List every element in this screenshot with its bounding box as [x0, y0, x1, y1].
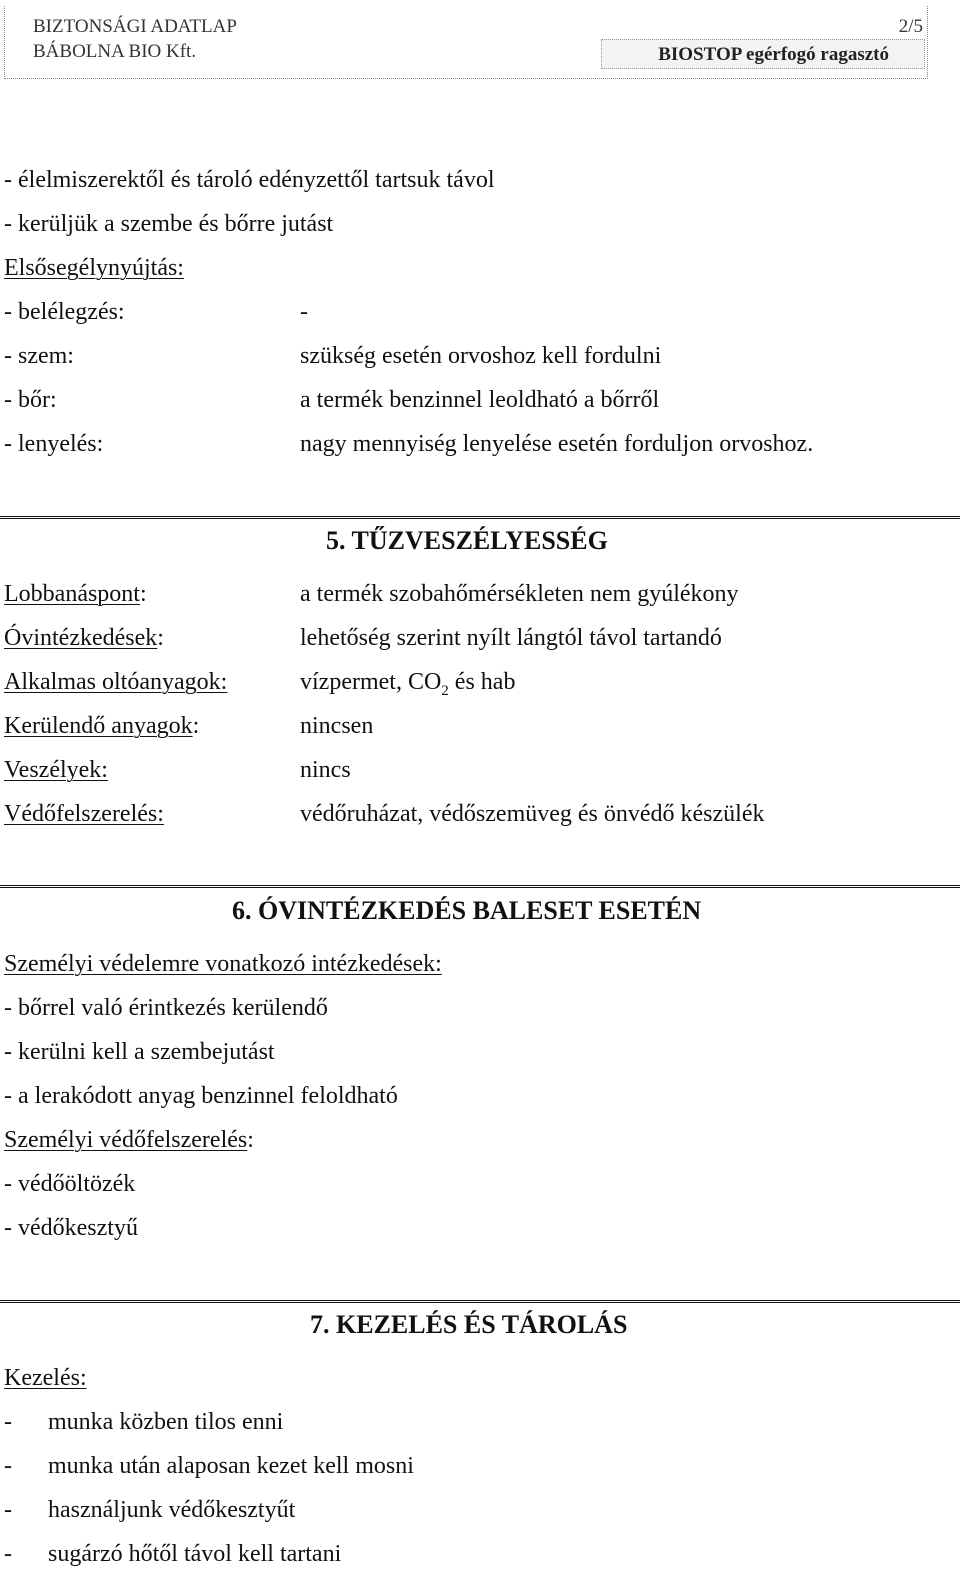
extinguishing-media-value: vízpermet, $CO_2$ és hab — [300, 669, 516, 699]
bullet-avoid-contact: - kerüljük a szembe és bőrre jutást — [4, 211, 334, 237]
extinguishing-media-label: Alkalmas oltóanyagok: — [4, 669, 228, 695]
section5-divider — [0, 516, 960, 519]
protective-equipment-label: Védőfelszerelés: — [4, 801, 164, 827]
section7-divider — [0, 1300, 960, 1303]
document-type: BIZTONSÁGI ADATLAP — [33, 16, 237, 37]
product-name: BIOSTOP egérfogó ragasztó — [658, 44, 889, 65]
handling-item: - munka közben tilos enni — [4, 1409, 284, 1435]
first-aid-label: Elsősegélynyújtás: — [4, 255, 184, 281]
flash-point-label: Lobbanáspont: — [4, 581, 147, 607]
page-number: 2/5 — [898, 16, 923, 37]
section5-title: 5. TŰZVESZÉLYESSÉG — [326, 526, 608, 555]
flash-point-value: a termék szobahőmérsékleten nem gyúlékony — [300, 581, 739, 607]
materials-to-avoid-value: nincsen — [300, 713, 374, 739]
personal-equipment-item: - védőöltözék — [4, 1171, 136, 1197]
first-aid-skin-label: - bőr: — [4, 387, 57, 413]
personal-equipment-label: Személyi védőfelszerelés: — [4, 1127, 254, 1153]
personal-measure-item: - bőrrel való érintkezés kerülendő — [4, 995, 328, 1021]
section6-title: 6. ÓVINTÉZKEDÉS BALESET ESETÉN — [232, 896, 702, 925]
first-aid-ingestion-label: - lenyelés: — [4, 431, 104, 457]
section6-divider — [0, 885, 960, 888]
first-aid-ingestion-value: nagy mennyiség lenyelése esetén forduljon orvoshoz. — [300, 431, 814, 457]
precautions-label: Óvintézkedések: — [4, 625, 164, 651]
section7-title: 7. KEZELÉS ÉS TÁROLÁS — [310, 1310, 628, 1339]
handling-item: - sugárzó hőtől távol kell tartani — [4, 1541, 342, 1567]
company-name: BÁBOLNA BIO Kft. — [33, 41, 197, 62]
personal-measure-item: - kerülni kell a szembejutást — [4, 1039, 275, 1065]
personal-equipment-item: - védőkesztyű — [4, 1215, 138, 1241]
hazards-value: nincs — [300, 757, 351, 783]
first-aid-skin-value: a termék benzinnel leoldható a bőrről — [300, 387, 660, 413]
first-aid-inhalation-label: - belélegzés: — [4, 299, 125, 325]
handling-item: - munka után alaposan kezet kell mosni — [4, 1453, 414, 1479]
handling-label: Kezelés: — [4, 1365, 87, 1391]
hazards-label: Veszélyek: — [4, 757, 108, 783]
page-header — [4, 6, 928, 79]
first-aid-eye-label: - szem: — [4, 343, 74, 369]
personal-measure-item: - a lerakódott anyag benzinnel feloldható — [4, 1083, 398, 1109]
personal-measures-label: Személyi védelemre vonatkozó intézkedések: — [4, 951, 442, 977]
first-aid-inhalation-value: - — [300, 299, 308, 325]
precautions-value: lehetőség szerint nyílt lángtól távol tartandó — [300, 625, 722, 651]
materials-to-avoid-label: Kerülendő anyagok: — [4, 713, 200, 739]
protective-equipment-value: védőruházat, védőszemüveg és önvédő készülék — [300, 801, 765, 827]
handling-item: - használjunk védőkesztyűt — [4, 1497, 296, 1523]
first-aid-eye-value: szükség esetén orvoshoz kell fordulni — [300, 343, 662, 369]
bullet-keep-away: - élelmiszerektől és tároló edényzettől tartsuk távol — [4, 167, 495, 193]
